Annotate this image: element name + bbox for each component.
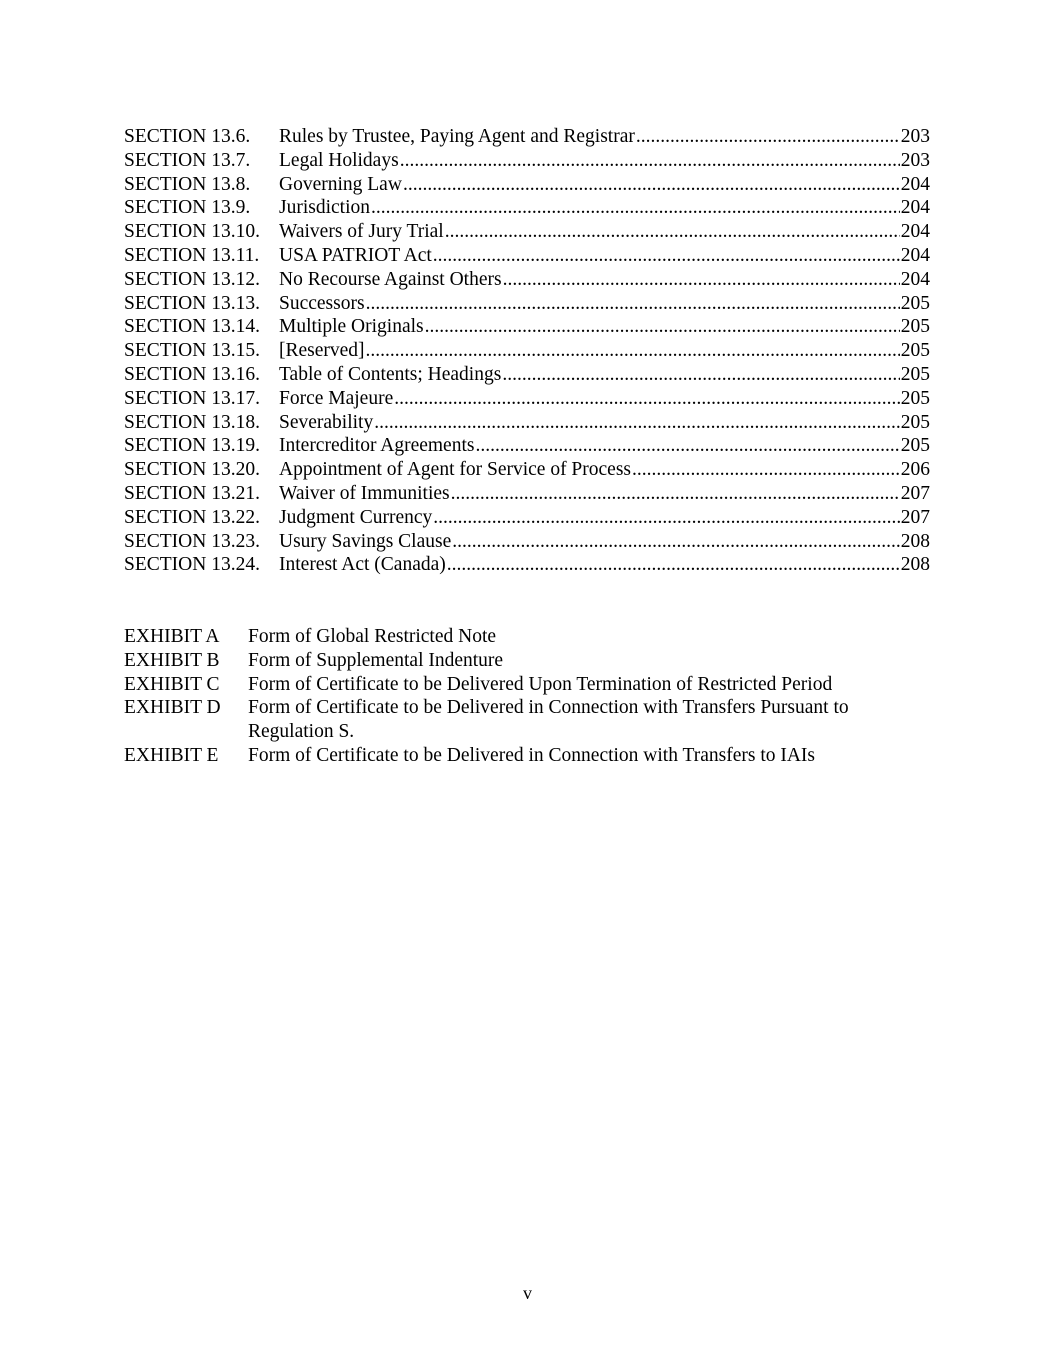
toc-section-number: SECTION 13.23. <box>124 530 260 552</box>
toc-section-number: SECTION 13.22. <box>124 506 260 528</box>
toc-section-title: Severability <box>279 411 374 433</box>
exhibit-description: Form of Certificate to be Delivered in Connection with Transfers to IAIs <box>248 744 816 766</box>
toc-section-title: No Recourse Against Others <box>279 268 502 290</box>
toc-entry <box>124 458 930 482</box>
toc-section-number: SECTION 13.10. <box>124 221 260 243</box>
toc-section-number: SECTION 13.17. <box>124 387 260 409</box>
toc-entry <box>124 244 930 268</box>
toc-dot-leader <box>636 125 900 149</box>
exhibit-description: Form of Certificate to be Delivered Upon Termination of Restricted Period <box>248 673 833 695</box>
toc-page-number: 204 <box>900 197 930 219</box>
toc-entry <box>124 268 930 292</box>
exhibit-label: EXHIBIT E <box>124 744 219 766</box>
exhibit-description: Form of Global Restricted Note <box>248 626 497 647</box>
exhibit-label: EXHIBIT C <box>124 673 220 695</box>
toc-dot-leader <box>502 363 899 387</box>
toc-page-number: 205 <box>900 435 930 457</box>
table-of-contents <box>124 125 930 577</box>
toc-entry <box>124 434 930 458</box>
toc-section-title: Waiver of Immunities <box>279 482 450 504</box>
toc-section-title: Intercreditor Agreements <box>279 435 475 457</box>
toc-page-number: 205 <box>900 387 930 409</box>
toc-section-title: Interest Act (Canada) <box>279 554 446 576</box>
exhibit-entry <box>124 696 924 744</box>
toc-section-title: USA PATRIOT Act <box>279 244 432 266</box>
toc-entry <box>124 220 930 244</box>
toc-entry <box>124 125 930 149</box>
toc-entry <box>124 411 930 435</box>
exhibit-label: EXHIBIT A <box>124 626 220 647</box>
toc-page-number: 205 <box>900 363 930 385</box>
toc-entry <box>124 482 930 506</box>
exhibit-entry <box>124 744 924 768</box>
toc-page-number: 208 <box>900 554 930 576</box>
toc-section-title: Judgment Currency <box>279 506 433 528</box>
toc-section-title: Rules by Trustee, Paying Agent and Registrar <box>279 126 635 147</box>
toc-entry <box>124 387 930 411</box>
toc-dot-leader <box>394 387 900 411</box>
toc-page-number: 204 <box>900 244 930 266</box>
toc-page-number: 205 <box>900 316 930 338</box>
toc-section-title: Waivers of Jury Trial <box>279 221 444 243</box>
toc-dot-leader <box>503 268 900 292</box>
toc-dot-leader <box>366 339 900 363</box>
toc-dot-leader <box>451 482 900 506</box>
toc-section-number: SECTION 13.15. <box>124 340 260 362</box>
toc-section-number: SECTION 13.18. <box>124 411 260 433</box>
toc-section-number: SECTION 13.12. <box>124 268 260 290</box>
toc-section-number: SECTION 13.24. <box>124 554 260 576</box>
toc-section-number: SECTION 13.8. <box>124 173 251 195</box>
toc-dot-leader <box>371 196 900 220</box>
toc-dot-leader <box>452 530 900 554</box>
exhibit-label: EXHIBIT B <box>124 649 220 671</box>
exhibit-entry <box>124 625 924 649</box>
toc-section-number: SECTION 13.13. <box>124 292 260 314</box>
toc-dot-leader <box>475 434 899 458</box>
exhibit-description: Form of Supplemental Indenture <box>248 649 504 671</box>
toc-page-number: 206 <box>900 459 930 481</box>
toc-entry <box>124 315 930 339</box>
toc-page-number: 204 <box>900 173 930 195</box>
toc-section-number: SECTION 13.7. <box>124 149 251 171</box>
toc-section-title: Legal Holidays <box>279 149 399 171</box>
toc-dot-leader <box>632 458 900 482</box>
toc-dot-leader <box>433 506 899 530</box>
toc-dot-leader <box>366 292 900 316</box>
toc-section-title: Multiple Originals <box>279 316 424 338</box>
toc-page-number: 204 <box>900 268 930 290</box>
toc-section-title: Jurisdiction <box>279 197 370 219</box>
toc-dot-leader <box>374 411 900 435</box>
toc-section-number: SECTION 13.14. <box>124 316 260 338</box>
toc-page-number: 204 <box>900 221 930 243</box>
exhibit-description: Form of Certificate to be Delivered in Connection with Transfers Pursuant to Regulation S. <box>248 697 849 743</box>
toc-entry <box>124 339 930 363</box>
toc-section-number: SECTION 13.16. <box>124 363 260 385</box>
toc-entry <box>124 530 930 554</box>
toc-dot-leader <box>445 220 900 244</box>
toc-page-number: 207 <box>900 506 930 528</box>
toc-section-title: Successors <box>279 292 365 314</box>
toc-entry <box>124 363 930 387</box>
toc-page-number: 203 <box>900 149 930 171</box>
toc-page-number: 207 <box>900 482 930 504</box>
toc-section-title: Appointment of Agent for Service of Process <box>279 459 632 481</box>
toc-section-title: Usury Savings Clause <box>279 530 452 552</box>
toc-page-number: 205 <box>900 340 930 362</box>
exhibit-list <box>124 625 924 768</box>
toc-dot-leader <box>403 173 900 197</box>
toc-section-number: SECTION 13.20. <box>124 459 260 481</box>
toc-page-number: 205 <box>900 292 930 314</box>
toc-page-number: 208 <box>900 530 930 552</box>
toc-entry <box>124 196 930 220</box>
toc-section-number: SECTION 13.19. <box>124 435 260 457</box>
toc-section-title: Table of Contents; Headings <box>279 363 502 385</box>
toc-entry <box>124 173 930 197</box>
toc-section-number: SECTION 13.11. <box>124 244 260 266</box>
toc-section-title: Force Majeure <box>279 387 394 409</box>
toc-page-number: 203 <box>900 126 930 147</box>
exhibit-entry <box>124 649 924 673</box>
toc-page-number: 205 <box>900 411 930 433</box>
toc-section-number: SECTION 13.9. <box>124 197 251 219</box>
toc-section-title: [Reserved] <box>279 340 365 362</box>
toc-dot-leader <box>425 315 900 339</box>
toc-entry <box>124 506 930 530</box>
toc-section-number: SECTION 13.21. <box>124 482 260 504</box>
toc-entry <box>124 292 930 316</box>
toc-entry <box>124 553 930 577</box>
toc-dot-leader <box>400 149 900 173</box>
exhibit-label: EXHIBIT D <box>124 697 221 719</box>
toc-section-title: Governing Law <box>279 173 402 195</box>
toc-dot-leader <box>433 244 900 268</box>
toc-section-number: SECTION 13.6. <box>124 126 251 147</box>
exhibit-entry <box>124 673 924 697</box>
toc-dot-leader <box>447 553 900 577</box>
toc-entry <box>124 149 930 173</box>
page-number-footer: v <box>523 1283 532 1303</box>
